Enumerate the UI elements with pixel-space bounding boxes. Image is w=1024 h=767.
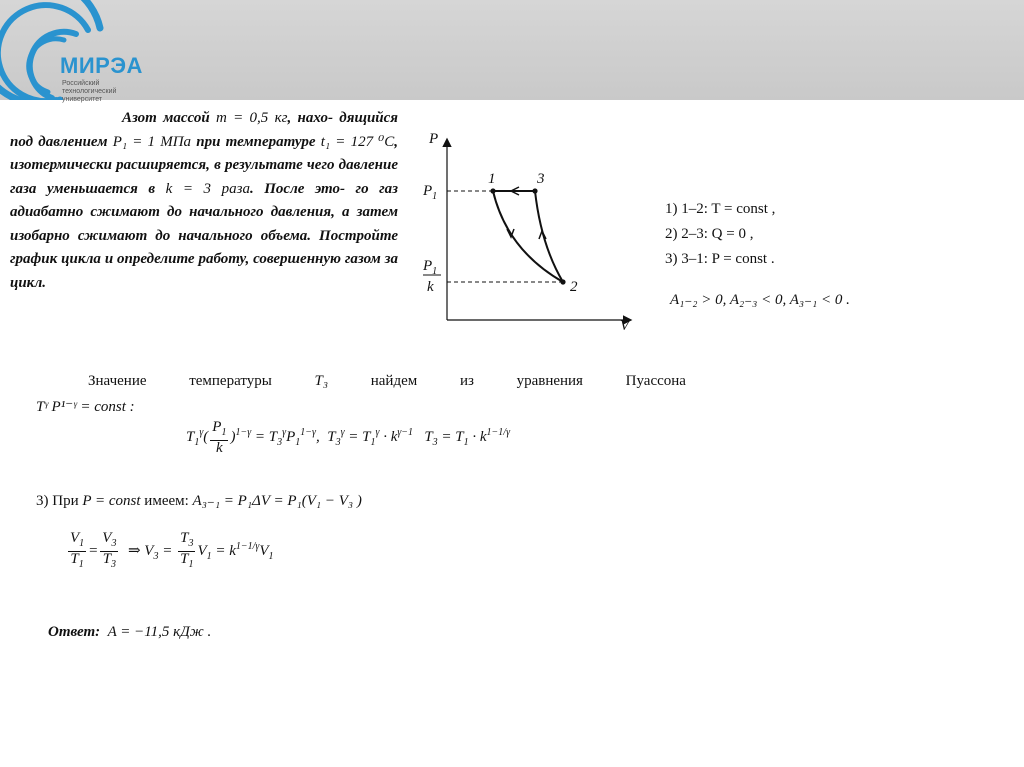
v3-derivation: $\frac{V_1}{T_1}$ = $\frac{V_3}{T_3}$ ⇒ $V_3$ = $\frac{T_3}{T_1}$ $V_1 = k^{1-1/\gamma}V_1$ (70, 530, 274, 570)
point-3 (532, 188, 537, 193)
point-1 (490, 188, 495, 193)
problem-statement: Азот массой m = 0,5 кг, нахо- дящийся под давлением P₁ = 1 МПа при температуре t₁ = 127 ⁰C, изотермически расширяется, в результате чего давление газа уменьшается в k = 3 раза. После это- го газ адиабатно сжимают до начального давления, а затем изобарно сжимают до начального объема. Постройте график цикла и определите работу, совершенную газом за цикл. (10, 110, 399, 291)
point-2-label: 2 (570, 279, 578, 295)
p1-tick-label: $P_1$ (423, 183, 438, 202)
point-2 (560, 279, 565, 284)
solution-intro: Значение температуры T₃ найдем из уравнения Пуассона (88, 373, 686, 389)
step-3: 3) При P = const имеем: A₃₋₁ = P₁ΔV = P₁(V₁ − V₃ ) (36, 493, 362, 509)
pv-diagram (415, 125, 645, 340)
svg-text:k: k (427, 279, 434, 295)
logo-subtitle: Российский технологический университет (62, 80, 117, 103)
work-signs: A₁₋₂ > 0, A₂₋₃ < 0, A₃₋₁ < 0 . (670, 292, 850, 308)
logo-text: МИРЭА (60, 53, 143, 78)
point-1-label: 1 (488, 171, 496, 187)
process-list (665, 197, 775, 272)
process-2-3: 2) 2–3: Q = 0 , (665, 226, 754, 242)
t3-derivation: $T_1^\gamma$( $\frac{P_1}{k}$ )$^{1-\gamma} = T_3^\gamma P_1^{1-\gamma}$, $T_3^\gamma = T_1^\gamma \cdot k^{\gamma-1}$ $T_3 = T_1 \cdot k^{1-1/\gamma}$ (186, 419, 511, 456)
v-axis-label: V (620, 318, 630, 334)
svg-text:P1: $P_1$ (423, 258, 438, 277)
process-3-1: 3) 3–1: P = const . (665, 251, 775, 267)
poisson-equation: Tᵞ P¹⁻ᵞ = const : (36, 399, 135, 415)
point-3-label: 3 (537, 171, 545, 187)
pk-tick-label (422, 258, 441, 295)
answer: Ответ: A = −11,5 кДж . (48, 624, 212, 640)
p-axis-label: P (429, 131, 439, 147)
isotherm-curve (493, 191, 563, 282)
logo (0, 0, 175, 103)
process-1-2: 1) 1–2: T = const , (665, 201, 776, 217)
